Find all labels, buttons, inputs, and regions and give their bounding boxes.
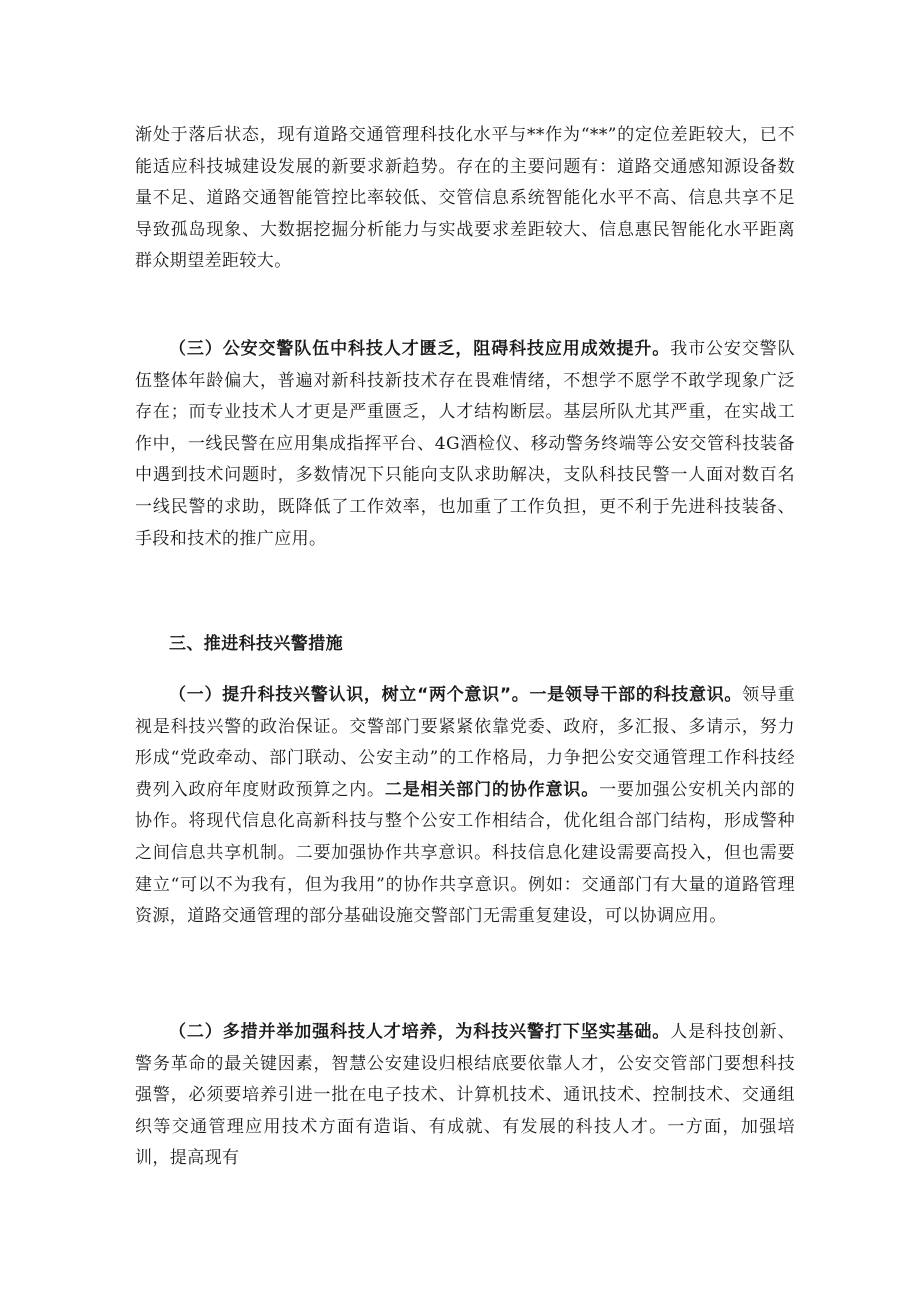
section-heading-measures: 三、推进科技兴警措施	[169, 634, 343, 654]
paragraph-problems	[135, 120, 795, 278]
paragraph-text: 领导重视是科技兴警的政治保证。交警部门要紧紧依靠党委、政府，多汇报、多请示，努力形成“党政牵动、部门联动、公安主动”的工作格局，力争把公安交通管理工作科技经费列入政府年度财政预算之内。	[135, 685, 795, 800]
paragraph-bold-inline: 二是相关部门的协作意识。	[384, 779, 600, 800]
paragraph-bold-lead: （三）公安交警队伍中科技人才匮乏，阻碍科技应用成效提升。	[169, 339, 671, 359]
paragraph-talent-shortage	[135, 334, 795, 555]
paragraph-text: 人是科技创新、警务革命的最关键因素，智慧公安建设归根结底要依靠人才，公安交管部门要想科技强警，必须要培养引进一批在电子技术、计算机技术、通讯技术、控制技术、交通组织等交通管理应用技术方面有造诣、有成就、有发展的科技人才。一方面，加强培训，提高现有	[135, 1022, 795, 1169]
paragraph-text: 渐处于落后状态，现有道路交通管理科技化水平与**作为“**”的定位差距较大，已不能适应科技城建设发展的新要求新趋势。存在的主要问题有：道路交通感知源设备数量不足、道路交通智能管控比率较低、交管信息系统智能化水平不高、信息共享不足导致孤岛现象、大数据挖掘分析能力与实战要求差距较大、信息惠民智能化水平距离群众期望差距较大。	[135, 125, 795, 272]
paragraph-bold-lead: （二）多措并举加强科技人才培养，为科技兴警打下坚实基础。	[169, 1022, 671, 1042]
paragraph-text: 一要加强公安机关内部的协作。将现代信息化高新科技与整个公安工作相结合，优化组合部门结构，形成警种之间信息共享机制。二要加强协作共享意识。科技信息化建设需要高投入，但也需要建立“可以不为我有，但为我用”的协作共享意识。例如：交通部门有大量的道路管理资源，道路交通管理的部分基础设施交警部门无需重复建设，可以协调应用。	[135, 779, 795, 927]
paragraph-bold-lead: （一）提升科技兴警认识，树立“两个意识”。一是领导干部的科技意识。	[169, 685, 743, 705]
paragraph-awareness	[135, 680, 795, 933]
paragraph-talent-training	[135, 1017, 795, 1175]
paragraph-text: 我市公安交警队伍整体年龄偏大，普遍对新科技新技术存在畏难情绪，不想学不愿学不敢学现象广泛存在；而专业技术人才更是严重匮乏，人才结构断层。基层所队尤其严重，在实战工作中，一线民警在应用集成指挥平台、4G酒检仪、移动警务终端等公安交管科技装备中遇到技术问题时，多数情况下只能向支队求助解决，支队科技民警一人面对数百名一线民警的求助，既降低了工作效率，也加重了工作负担，更不利于先进科技装备、手段和技术的推广应用。	[135, 339, 795, 549]
